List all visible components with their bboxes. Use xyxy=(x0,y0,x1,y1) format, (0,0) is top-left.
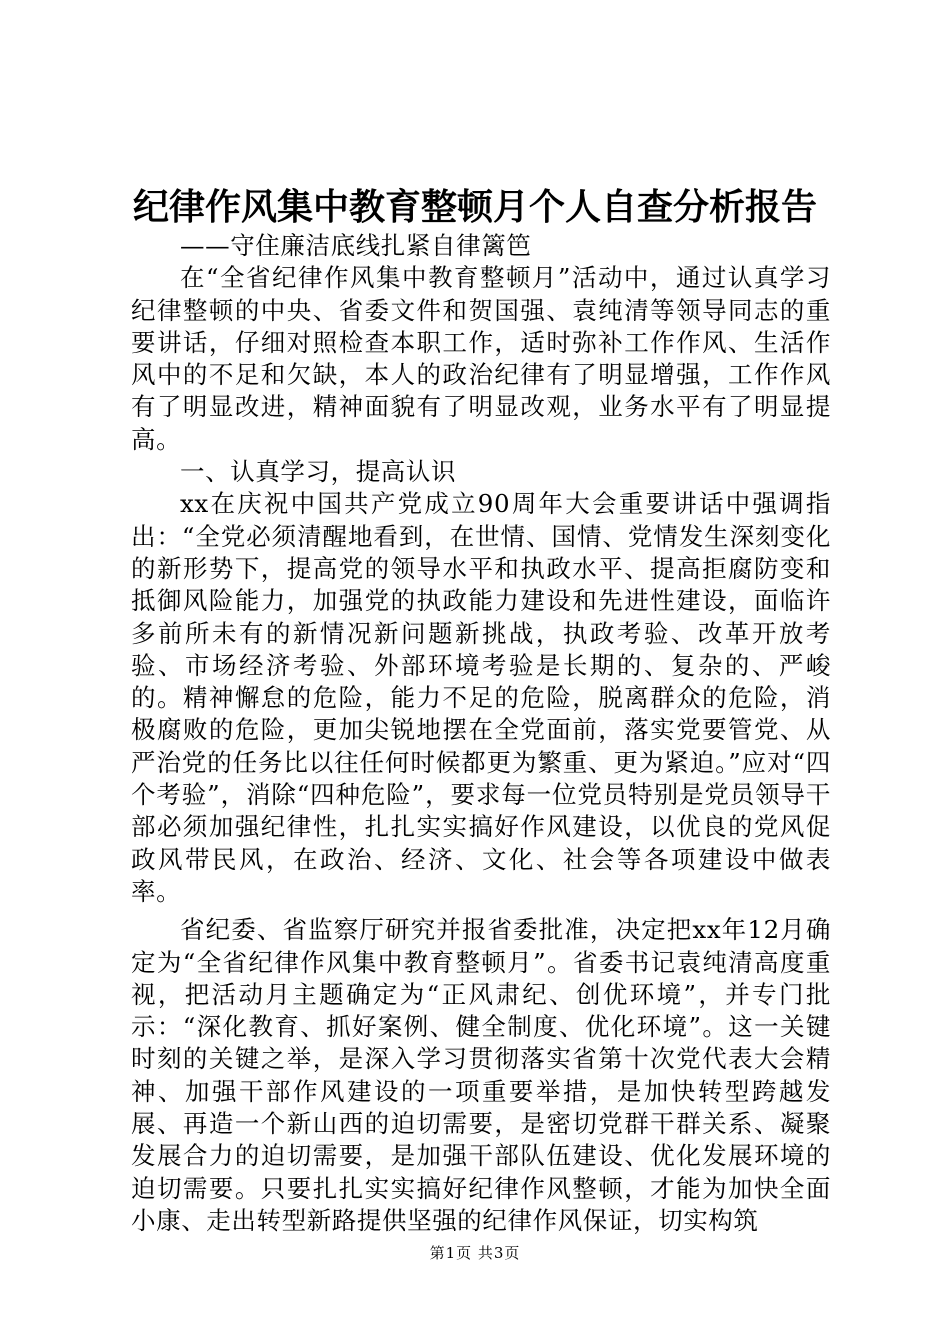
paragraph-intro: 在“全省纪律作风集中教育整顿月”活动中，通过认真学习纪律整顿的中央、省委文件和贺国强、袁纯清等领导同志的重要讲话，仔细对照检查本职工作，适时弥补工作作风、生活作风中的不足和欠缺，本人的政治纪律有了明显增强，工作作风有了明显改进，精神面貌有了明显改观，业务水平有了明显提高。 xyxy=(131,263,831,454)
document-body xyxy=(131,230,831,1237)
section-heading-1: 一、认真学习，提高认识 xyxy=(180,457,457,487)
paragraph-provincial: 省纪委、省监察厅研究并报省委批准，决定把xx年12月确定为“全省纪律作风集中教育整顿月”。省委书记袁纯清高度重视，把活动月主题确定为“正风肃纪、创优环境”，并专门批示：“深化教育、抓好案例、健全制度、优化环境”。这一关键时刻的关键之举，是深入学习贯彻落实省第十次党代表大会精神、加强干部作风建设的一项重要举措，是加快转型跨越发展、再造一个新山西的迫切需要，是密切党群干群关系、凝聚发展合力的迫切需要，是加强干部队伍建设、优化发展环境的迫切需要。只要扎扎实实搞好纪律作风整顿，才能为加快全面小康、走出转型新路提供坚强的纪律作风保证，切实构筑 xyxy=(131,915,831,1235)
document-subtitle: ——守住廉洁底线扎紧自律篱笆 xyxy=(180,231,532,260)
page-number: 第1页 共3页 xyxy=(429,1244,521,1262)
paragraph-speech: xx在庆祝中国共产党成立90周年大会重要讲话中强调指出：“全党必须清醒地看到，在世情、国情、党情发生深刻变化的新形势下，提高党的领导水平和执政水平、提高拒腐防变和抵御风险能力，加强党的执政能力建设和先进性建设，面临许多前所未有的新情况新问题新挑战，执政考验、改革开放考验、市场经济考验、外部环境考验是长期的、复杂的、严峻的。精神懈怠的危险，能力不足的危险，脱离群众的危险，消极腐败的危险，更加尖锐地摆在全党面前，落实党要管党、从严治党的任务比以往任何时候都更为繁重、更为紧迫。”应对“四个考验”，消除“四种危险”，要求每一位党员特别是党员领导干部必须加强纪律性，扎扎实实搞好作风建设，以优良的党风促政风带民风，在政治、经济、文化、社会等各项建设中做表率。 xyxy=(131,489,831,906)
document-title: 纪律作风集中教育整顿月个人自查分析报告 xyxy=(132,187,817,228)
